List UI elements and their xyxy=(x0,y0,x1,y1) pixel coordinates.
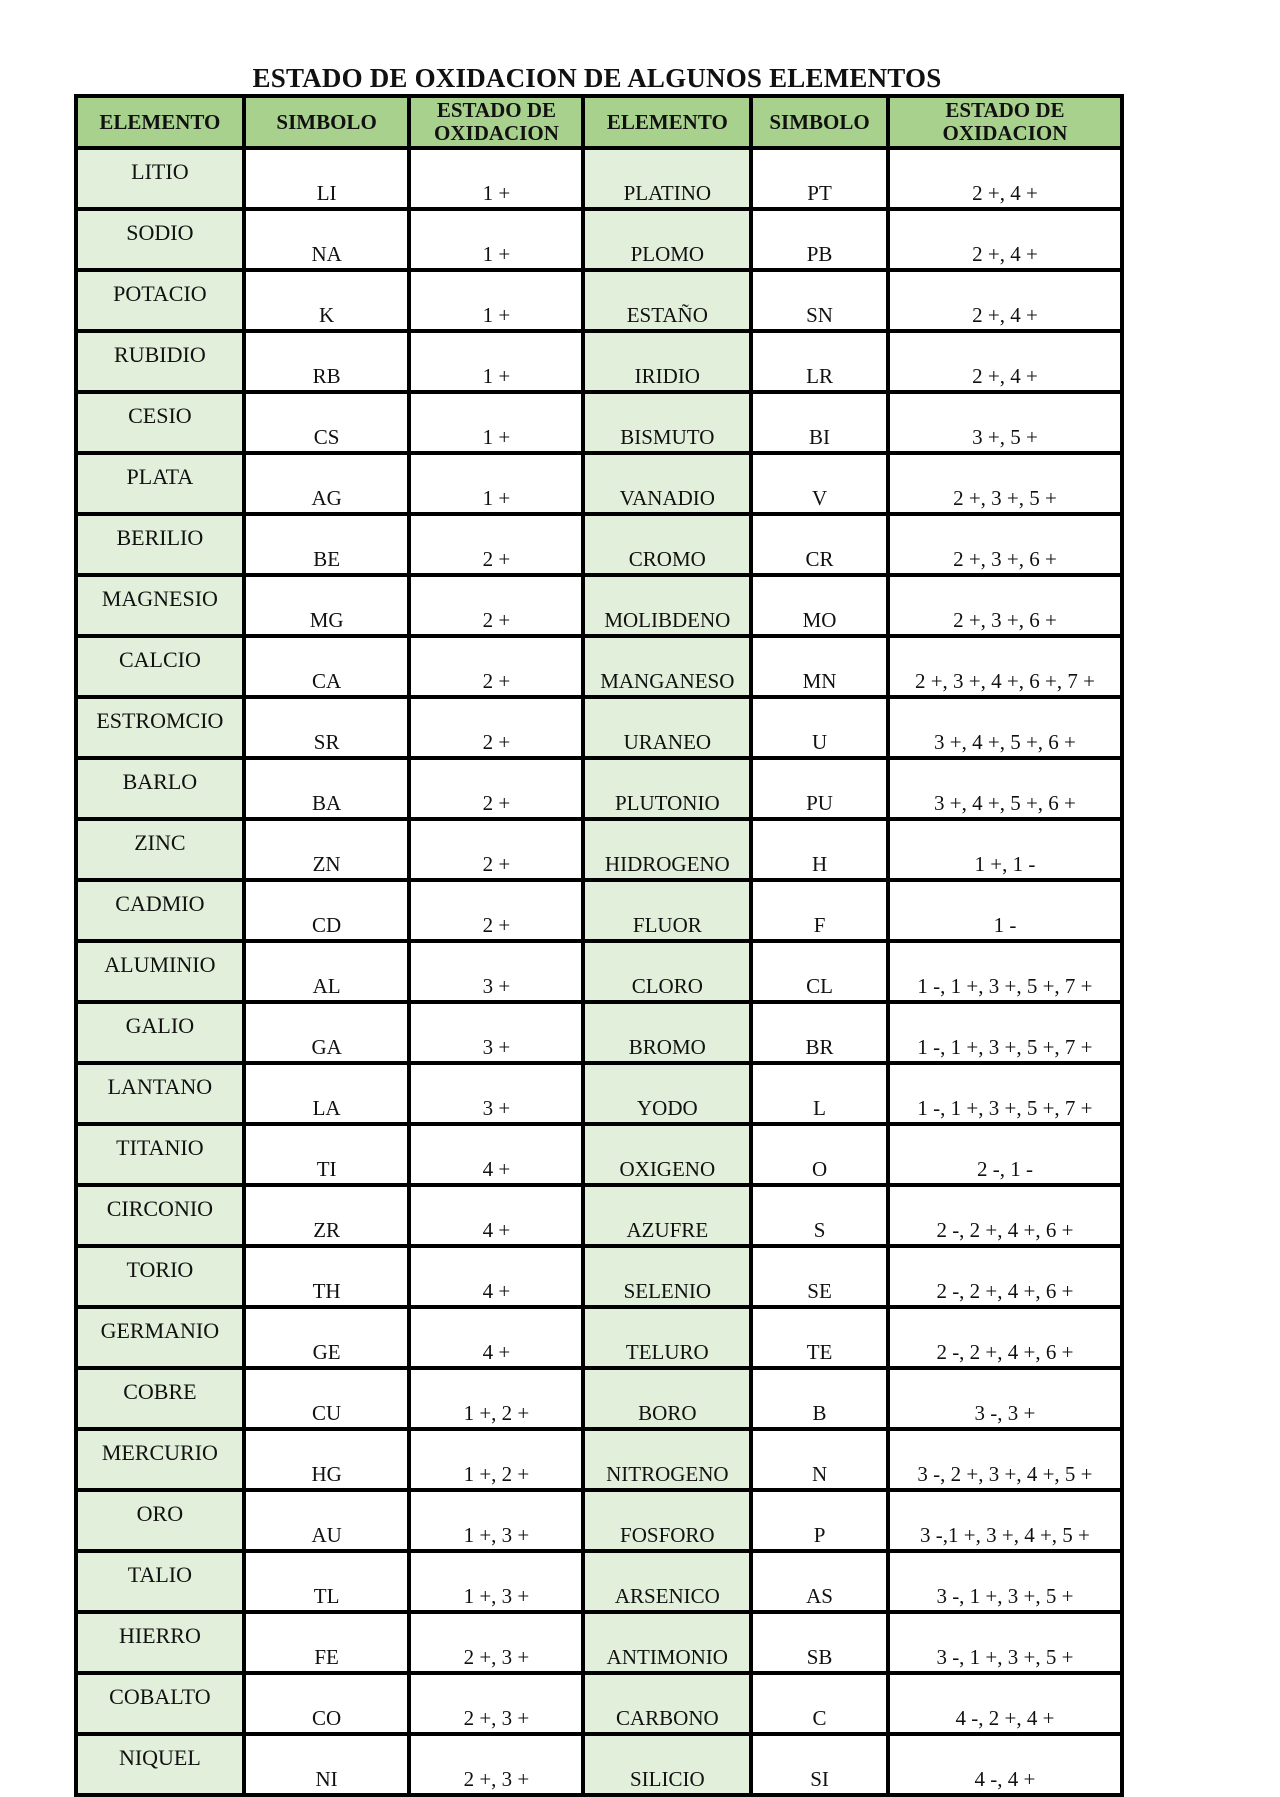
table-body xyxy=(76,148,1122,1795)
element-name-cell: TORIO xyxy=(76,1246,244,1307)
oxidation-state-cell: 2 + xyxy=(409,514,583,575)
symbol-cell: ZR xyxy=(244,1185,410,1246)
oxidation-state-cell: 3 + xyxy=(409,1063,583,1124)
table-row xyxy=(76,636,1122,697)
symbol-cell: TL xyxy=(244,1551,410,1612)
table-row xyxy=(76,819,1122,880)
element-name-cell: NIQUEL xyxy=(76,1734,244,1795)
table-row xyxy=(76,1307,1122,1368)
symbol-cell: CL xyxy=(751,941,888,1002)
symbol-cell: CU xyxy=(244,1368,410,1429)
symbol-cell: RB xyxy=(244,331,410,392)
oxidation-state-cell: 2 + xyxy=(409,880,583,941)
table-row xyxy=(76,758,1122,819)
oxidation-state-cell: 2 + xyxy=(409,575,583,636)
oxidation-state-cell: 2 -, 2 +, 4 +, 6 + xyxy=(888,1185,1122,1246)
table-row xyxy=(76,270,1122,331)
oxidation-state-cell: 2 -, 2 +, 4 +, 6 + xyxy=(888,1246,1122,1307)
table-row xyxy=(76,1368,1122,1429)
oxidation-state-cell: 4 + xyxy=(409,1124,583,1185)
header-simbolo-left: SIMBOLO xyxy=(244,96,410,148)
symbol-cell: O xyxy=(751,1124,888,1185)
oxidation-state-cell: 1 + xyxy=(409,270,583,331)
symbol-cell: AG xyxy=(244,453,410,514)
oxidation-state-cell: 2 -, 1 - xyxy=(888,1124,1122,1185)
element-name-cell: ZINC xyxy=(76,819,244,880)
oxidation-state-cell: 1 - xyxy=(888,880,1122,941)
oxidation-state-cell: 2 +, 3 + xyxy=(409,1612,583,1673)
table-row xyxy=(76,1063,1122,1124)
oxidation-state-cell: 3 -,1 +, 3 +, 4 +, 5 + xyxy=(888,1490,1122,1551)
element-name-cell: BORO xyxy=(583,1368,751,1429)
table-row xyxy=(76,1429,1122,1490)
symbol-cell: PB xyxy=(751,209,888,270)
table-row xyxy=(76,697,1122,758)
element-name-cell: SODIO xyxy=(76,209,244,270)
element-name-cell: TITANIO xyxy=(76,1124,244,1185)
element-name-cell: GERMANIO xyxy=(76,1307,244,1368)
oxidation-state-cell: 3 +, 5 + xyxy=(888,392,1122,453)
element-name-cell: HIDROGENO xyxy=(583,819,751,880)
symbol-cell: GA xyxy=(244,1002,410,1063)
element-name-cell: COBRE xyxy=(76,1368,244,1429)
oxidation-state-cell: 1 +, 2 + xyxy=(409,1368,583,1429)
oxidation-state-cell: 1 -, 1 +, 3 +, 5 +, 7 + xyxy=(888,941,1122,1002)
header-estado-right: ESTADO DE OXIDACION xyxy=(888,96,1122,148)
symbol-cell: PT xyxy=(751,148,888,209)
oxidation-state-cell: 3 -, 1 +, 3 +, 5 + xyxy=(888,1551,1122,1612)
element-name-cell: ARSENICO xyxy=(583,1551,751,1612)
symbol-cell: H xyxy=(751,819,888,880)
table-row xyxy=(76,1734,1122,1795)
table-row xyxy=(76,1124,1122,1185)
element-name-cell: NITROGENO xyxy=(583,1429,751,1490)
oxidation-state-cell: 4 -, 2 +, 4 + xyxy=(888,1673,1122,1734)
header-elemento-left: ELEMENTO xyxy=(76,96,244,148)
oxidation-state-cell: 2 + xyxy=(409,758,583,819)
element-name-cell: PLATA xyxy=(76,453,244,514)
oxidation-state-cell: 2 +, 3 +, 5 + xyxy=(888,453,1122,514)
oxidation-state-cell: 1 + xyxy=(409,453,583,514)
symbol-cell: SR xyxy=(244,697,410,758)
element-name-cell: MAGNESIO xyxy=(76,575,244,636)
oxidation-state-cell: 2 +, 4 + xyxy=(888,331,1122,392)
element-name-cell: CARBONO xyxy=(583,1673,751,1734)
symbol-cell: CR xyxy=(751,514,888,575)
symbol-cell: NI xyxy=(244,1734,410,1795)
symbol-cell: AS xyxy=(751,1551,888,1612)
header-estado-left: ESTADO DE OXIDACION xyxy=(409,96,583,148)
table-row xyxy=(76,941,1122,1002)
table-row xyxy=(76,148,1122,209)
symbol-cell: GE xyxy=(244,1307,410,1368)
oxidation-state-cell: 2 +, 4 + xyxy=(888,148,1122,209)
symbol-cell: FE xyxy=(244,1612,410,1673)
oxidation-state-cell: 3 + xyxy=(409,1002,583,1063)
element-name-cell: ESTAÑO xyxy=(583,270,751,331)
element-name-cell: OXIGENO xyxy=(583,1124,751,1185)
element-name-cell: TELURO xyxy=(583,1307,751,1368)
oxidation-state-cell: 1 + xyxy=(409,331,583,392)
symbol-cell: B xyxy=(751,1368,888,1429)
element-name-cell: COBALTO xyxy=(76,1673,244,1734)
element-name-cell: ORO xyxy=(76,1490,244,1551)
oxidation-state-cell: 2 + xyxy=(409,819,583,880)
oxidation-state-cell: 2 +, 3 + xyxy=(409,1673,583,1734)
oxidation-state-cell: 2 +, 3 +, 6 + xyxy=(888,575,1122,636)
symbol-cell: LI xyxy=(244,148,410,209)
element-name-cell: LITIO xyxy=(76,148,244,209)
element-name-cell: IRIDIO xyxy=(583,331,751,392)
element-name-cell: ALUMINIO xyxy=(76,941,244,1002)
oxidation-state-cell: 2 +, 4 + xyxy=(888,270,1122,331)
element-name-cell: LANTANO xyxy=(76,1063,244,1124)
oxidation-state-cell: 2 + xyxy=(409,697,583,758)
element-name-cell: ANTIMONIO xyxy=(583,1612,751,1673)
symbol-cell: LR xyxy=(751,331,888,392)
table-row xyxy=(76,392,1122,453)
element-name-cell: URANEO xyxy=(583,697,751,758)
symbol-cell: CD xyxy=(244,880,410,941)
element-name-cell: GALIO xyxy=(76,1002,244,1063)
symbol-cell: S xyxy=(751,1185,888,1246)
table-row xyxy=(76,453,1122,514)
oxidation-state-cell: 2 +, 3 +, 4 +, 6 +, 7 + xyxy=(888,636,1122,697)
element-name-cell: CALCIO xyxy=(76,636,244,697)
oxidation-states-table xyxy=(74,94,1124,1797)
element-name-cell: POTACIO xyxy=(76,270,244,331)
symbol-cell: MG xyxy=(244,575,410,636)
element-name-cell: AZUFRE xyxy=(583,1185,751,1246)
oxidation-state-cell: 3 +, 4 +, 5 +, 6 + xyxy=(888,697,1122,758)
element-name-cell: SELENIO xyxy=(583,1246,751,1307)
symbol-cell: MO xyxy=(751,575,888,636)
symbol-cell: LA xyxy=(244,1063,410,1124)
table-header xyxy=(76,96,1122,148)
symbol-cell: F xyxy=(751,880,888,941)
symbol-cell: TI xyxy=(244,1124,410,1185)
table-row xyxy=(76,1002,1122,1063)
element-name-cell: SILICIO xyxy=(583,1734,751,1795)
table-row xyxy=(76,1185,1122,1246)
oxidation-state-cell: 2 + xyxy=(409,636,583,697)
table-row xyxy=(76,1490,1122,1551)
element-name-cell: VANADIO xyxy=(583,453,751,514)
symbol-cell: N xyxy=(751,1429,888,1490)
element-name-cell: BISMUTO xyxy=(583,392,751,453)
header-elemento-right: ELEMENTO xyxy=(583,96,751,148)
symbol-cell: BI xyxy=(751,392,888,453)
symbol-cell: AU xyxy=(244,1490,410,1551)
element-name-cell: CIRCONIO xyxy=(76,1185,244,1246)
oxidation-state-cell: 1 + xyxy=(409,392,583,453)
symbol-cell: BA xyxy=(244,758,410,819)
element-name-cell: PLOMO xyxy=(583,209,751,270)
table-row xyxy=(76,1612,1122,1673)
header-simbolo-right: SIMBOLO xyxy=(751,96,888,148)
oxidation-state-cell: 2 -, 2 +, 4 +, 6 + xyxy=(888,1307,1122,1368)
symbol-cell: SN xyxy=(751,270,888,331)
oxidation-state-cell: 3 -, 1 +, 3 +, 5 + xyxy=(888,1612,1122,1673)
table-row xyxy=(76,1551,1122,1612)
oxidation-state-cell: 3 + xyxy=(409,941,583,1002)
element-name-cell: CESIO xyxy=(76,392,244,453)
oxidation-state-cell: 4 + xyxy=(409,1307,583,1368)
oxidation-state-cell: 3 -, 3 + xyxy=(888,1368,1122,1429)
oxidation-state-cell: 1 + xyxy=(409,148,583,209)
table-row xyxy=(76,209,1122,270)
element-name-cell: ESTROMCIO xyxy=(76,697,244,758)
symbol-cell: K xyxy=(244,270,410,331)
oxidation-state-cell: 1 +, 3 + xyxy=(409,1490,583,1551)
element-name-cell: CADMIO xyxy=(76,880,244,941)
symbol-cell: MN xyxy=(751,636,888,697)
symbol-cell: U xyxy=(751,697,888,758)
element-name-cell: PLATINO xyxy=(583,148,751,209)
document-title: ESTADO DE OXIDACION DE ALGUNOS ELEMENTOS xyxy=(252,63,942,93)
element-name-cell: PLUTONIO xyxy=(583,758,751,819)
oxidation-state-cell: 4 + xyxy=(409,1185,583,1246)
symbol-cell: CS xyxy=(244,392,410,453)
element-name-cell: CLORO xyxy=(583,941,751,1002)
table-row xyxy=(76,880,1122,941)
symbol-cell: TE xyxy=(751,1307,888,1368)
oxidation-state-cell: 2 +, 4 + xyxy=(888,209,1122,270)
oxidation-state-cell: 4 + xyxy=(409,1246,583,1307)
oxidation-state-cell: 1 +, 2 + xyxy=(409,1429,583,1490)
element-name-cell: CROMO xyxy=(583,514,751,575)
symbol-cell: P xyxy=(751,1490,888,1551)
symbol-cell: SE xyxy=(751,1246,888,1307)
element-name-cell: BARLO xyxy=(76,758,244,819)
element-name-cell: RUBIDIO xyxy=(76,331,244,392)
element-name-cell: HIERRO xyxy=(76,1612,244,1673)
element-name-cell: YODO xyxy=(583,1063,751,1124)
oxidation-state-cell: 3 +, 4 +, 5 +, 6 + xyxy=(888,758,1122,819)
symbol-cell: AL xyxy=(244,941,410,1002)
oxidation-state-cell: 1 -, 1 +, 3 +, 5 +, 7 + xyxy=(888,1063,1122,1124)
oxidation-state-cell: 3 -, 2 +, 3 +, 4 +, 5 + xyxy=(888,1429,1122,1490)
symbol-cell: SI xyxy=(751,1734,888,1795)
oxidation-state-cell: 2 +, 3 + xyxy=(409,1734,583,1795)
symbol-cell: NA xyxy=(244,209,410,270)
symbol-cell: C xyxy=(751,1673,888,1734)
element-name-cell: MOLIBDENO xyxy=(583,575,751,636)
symbol-cell: CO xyxy=(244,1673,410,1734)
table-row xyxy=(76,1246,1122,1307)
table-row xyxy=(76,331,1122,392)
symbol-cell: ZN xyxy=(244,819,410,880)
element-name-cell: TALIO xyxy=(76,1551,244,1612)
oxidation-state-cell: 1 + xyxy=(409,209,583,270)
symbol-cell: SB xyxy=(751,1612,888,1673)
symbol-cell: TH xyxy=(244,1246,410,1307)
element-name-cell: BERILIO xyxy=(76,514,244,575)
oxidation-state-cell: 1 +, 3 + xyxy=(409,1551,583,1612)
symbol-cell: L xyxy=(751,1063,888,1124)
table-row xyxy=(76,514,1122,575)
symbol-cell: HG xyxy=(244,1429,410,1490)
table-row xyxy=(76,1673,1122,1734)
header-row xyxy=(76,96,1122,148)
symbol-cell: CA xyxy=(244,636,410,697)
oxidation-state-cell: 4 -, 4 + xyxy=(888,1734,1122,1795)
symbol-cell: BE xyxy=(244,514,410,575)
element-name-cell: FLUOR xyxy=(583,880,751,941)
element-name-cell: BROMO xyxy=(583,1002,751,1063)
element-name-cell: MANGANESO xyxy=(583,636,751,697)
oxidation-state-cell: 2 +, 3 +, 6 + xyxy=(888,514,1122,575)
symbol-cell: PU xyxy=(751,758,888,819)
element-name-cell: MERCURIO xyxy=(76,1429,244,1490)
oxidation-state-cell: 1 +, 1 - xyxy=(888,819,1122,880)
oxidation-state-cell: 1 -, 1 +, 3 +, 5 +, 7 + xyxy=(888,1002,1122,1063)
element-name-cell: FOSFORO xyxy=(583,1490,751,1551)
table-row xyxy=(76,575,1122,636)
symbol-cell: BR xyxy=(751,1002,888,1063)
symbol-cell: V xyxy=(751,453,888,514)
